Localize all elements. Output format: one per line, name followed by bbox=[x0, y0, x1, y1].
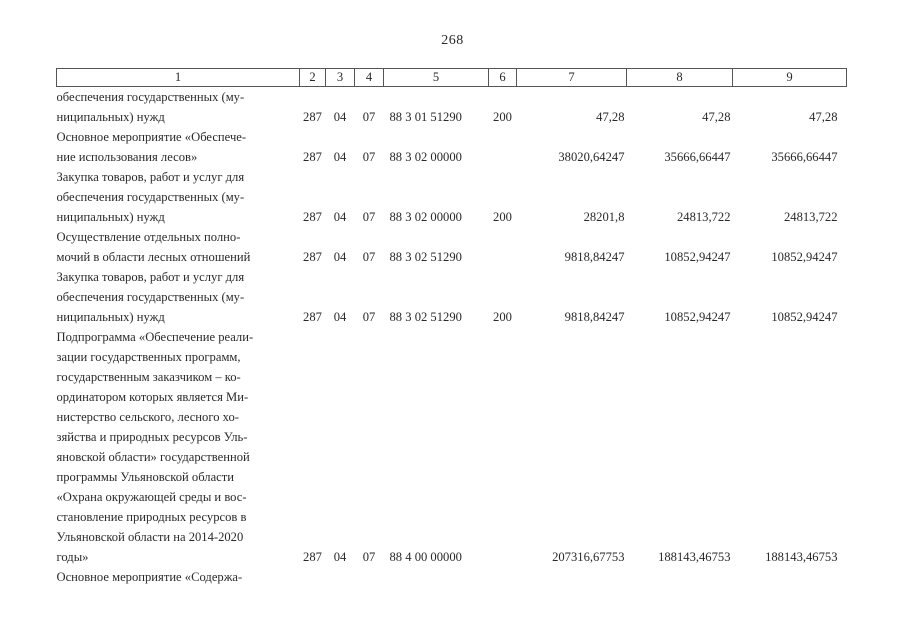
cell-ministry-code: 287 bbox=[303, 150, 322, 164]
cell-amount-col8: 10852,94247 bbox=[664, 250, 731, 264]
table-row bbox=[57, 87, 847, 128]
cell-amount-col8: 47,28 bbox=[702, 110, 731, 124]
cell-section-code bbox=[326, 567, 355, 587]
cell-target-code: 88 3 02 00000 bbox=[389, 210, 462, 224]
cell-amount-col7: 28201,8 bbox=[583, 210, 625, 224]
cell-subsection-code: 07 bbox=[362, 150, 376, 164]
table-row bbox=[57, 167, 847, 227]
cell-section-code: 04 bbox=[333, 550, 347, 564]
cell-amount-col9: 10852,94247 bbox=[771, 250, 838, 264]
column-header: 6 bbox=[489, 69, 517, 87]
cell-section-code: 04 bbox=[333, 150, 347, 164]
cell-subsection-code: 07 bbox=[362, 110, 376, 124]
table-row bbox=[57, 227, 847, 267]
cell-amount-col9: 10852,94247 bbox=[771, 310, 838, 324]
cell-subsection-code: 07 bbox=[362, 550, 376, 564]
cell-section-code: 04 bbox=[333, 110, 347, 124]
cell-amount-col8: 35666,66447 bbox=[664, 150, 731, 164]
cell-amount-col7: 207316,67753 bbox=[552, 550, 625, 564]
cell-section-code: 04 bbox=[333, 210, 347, 224]
cell-amount-col8: 10852,94247 bbox=[664, 310, 731, 324]
column-header: 7 bbox=[517, 69, 627, 87]
table-row bbox=[57, 327, 847, 567]
cell-expense-type bbox=[489, 127, 517, 167]
budget-table bbox=[56, 68, 847, 587]
cell-ministry-code bbox=[300, 567, 326, 587]
cell-target-code: 88 3 02 00000 bbox=[389, 150, 462, 164]
cell-amount-col8 bbox=[627, 567, 733, 587]
cell-expense-type: 200 bbox=[493, 210, 512, 224]
row-name: Закупка товаров, работ и услуг для обеспечения государственных (му- ниципальных) нужд bbox=[56, 270, 245, 324]
cell-ministry-code: 287 bbox=[303, 210, 322, 224]
page-number: 268 bbox=[441, 33, 464, 48]
cell-ministry-code: 287 bbox=[303, 250, 322, 264]
cell-expense-type bbox=[489, 567, 517, 587]
cell-amount-col7: 9818,84247 bbox=[564, 310, 625, 324]
cell-subsection-code bbox=[355, 567, 384, 587]
row-name: обеспечения государственных (му- ниципальных) нужд bbox=[56, 90, 245, 124]
cell-target-code: 88 4 00 00000 bbox=[389, 550, 462, 564]
cell-expense-type: 200 bbox=[493, 110, 512, 124]
row-name: Закупка товаров, работ и услуг для обеспечения государственных (му- ниципальных) нужд bbox=[56, 170, 245, 224]
cell-section-code: 04 bbox=[333, 310, 347, 324]
cell-amount-col7: 38020,64247 bbox=[558, 150, 625, 164]
cell-amount-col9: 47,28 bbox=[809, 110, 838, 124]
cell-subsection-code: 07 bbox=[362, 210, 376, 224]
cell-amount-col8: 188143,46753 bbox=[658, 550, 731, 564]
table-row bbox=[57, 267, 847, 327]
cell-section-code: 04 bbox=[333, 250, 347, 264]
cell-ministry-code: 287 bbox=[303, 110, 322, 124]
table-row bbox=[57, 567, 847, 587]
cell-expense-type: 200 bbox=[493, 310, 512, 324]
row-name: Осуществление отдельных полно- мочий в области лесных отношений bbox=[56, 230, 251, 264]
table-row bbox=[57, 127, 847, 167]
table-header-row bbox=[57, 69, 847, 87]
cell-target-code bbox=[384, 567, 489, 587]
column-header: 5 bbox=[384, 69, 489, 87]
row-name: Основное мероприятие «Обеспече- ние использования лесов» bbox=[56, 130, 247, 164]
row-name: Основное мероприятие «Содержа- bbox=[56, 570, 243, 584]
column-header: 1 bbox=[57, 69, 300, 87]
column-header: 8 bbox=[627, 69, 733, 87]
cell-amount-col9 bbox=[733, 567, 847, 587]
cell-target-code: 88 3 02 51290 bbox=[389, 250, 462, 264]
cell-target-code: 88 3 01 51290 bbox=[389, 110, 462, 124]
column-header: 2 bbox=[300, 69, 326, 87]
cell-amount-col7: 47,28 bbox=[596, 110, 625, 124]
cell-amount-col9: 188143,46753 bbox=[765, 550, 838, 564]
cell-amount-col7 bbox=[517, 567, 627, 587]
cell-subsection-code: 07 bbox=[362, 310, 376, 324]
column-header: 4 bbox=[355, 69, 384, 87]
cell-expense-type bbox=[489, 227, 517, 267]
column-header: 9 bbox=[733, 69, 847, 87]
cell-amount-col9: 24813,722 bbox=[783, 210, 838, 224]
cell-target-code: 88 3 02 51290 bbox=[389, 310, 462, 324]
cell-ministry-code: 287 bbox=[303, 550, 322, 564]
cell-subsection-code: 07 bbox=[362, 250, 376, 264]
cell-ministry-code: 287 bbox=[303, 310, 322, 324]
row-name: Подпрограмма «Обеспечение реали- зации государственных программ, государственным заказчиком – ко- ординатором которых является Ми- нистерство сельского, лесного хо- зяйства и природных ресурсов Уль- яновской области» государственной программы Ульяновской области «Охрана окружающей среды и вос- становление природных ресурсов в Ульяновской области на 2014-2020 годы» bbox=[56, 330, 254, 564]
cell-amount-col8: 24813,722 bbox=[676, 210, 731, 224]
cell-amount-col9: 35666,66447 bbox=[771, 150, 838, 164]
column-header: 3 bbox=[326, 69, 355, 87]
cell-amount-col7: 9818,84247 bbox=[564, 250, 625, 264]
cell-expense-type bbox=[489, 327, 517, 567]
